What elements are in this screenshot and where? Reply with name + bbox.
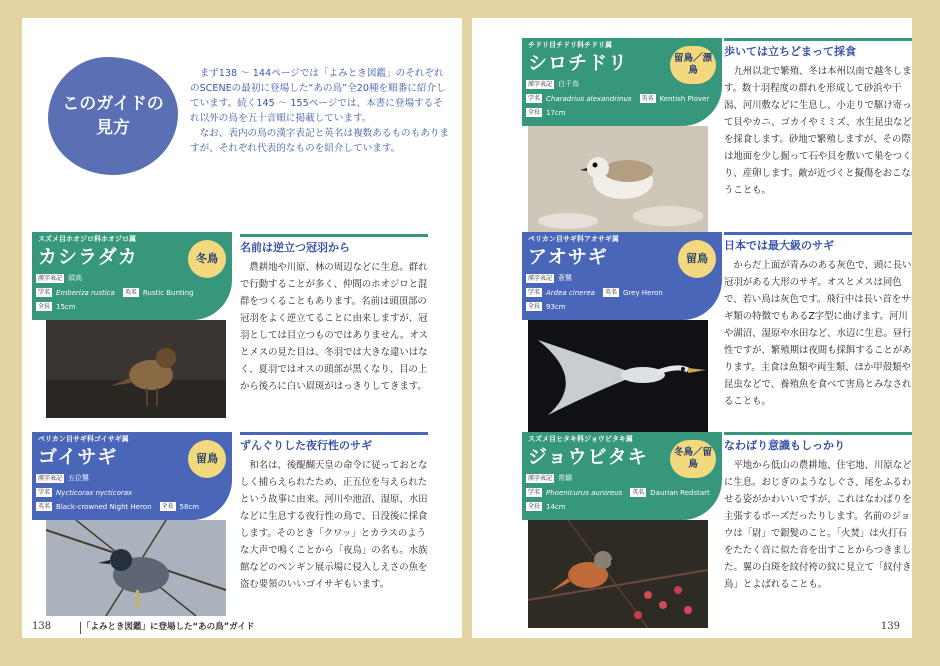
night-heron-illustration <box>46 520 226 616</box>
bird-description <box>724 38 912 199</box>
scientific-label: 学名 <box>528 289 541 296</box>
season-badge: 留鳥 <box>678 240 716 278</box>
kanji-row <box>526 473 572 483</box>
guide-title-line1: このガイドの <box>62 94 164 114</box>
english-label: 英名 <box>632 489 645 496</box>
description-text: 平地から低山の農耕地、住宅地、川原などに生息。おじぎのようなしぐさ、尾をふるわせる姿がかわいいですが、これはなわばりを主張するポーズだったりします。名前のジョウは「尉」で銀髪のこと。「火焚」は火打石をたたく音に似た音を出すことからつきました。翼の白斑を紋付袴の紋に見立て「紋付き鳥」とよばれることも。 <box>724 460 912 590</box>
scientific-label: 学名 <box>528 95 541 102</box>
scientific-row <box>36 488 132 497</box>
bird-photo <box>46 320 226 418</box>
footer-divider <box>80 622 81 634</box>
description-text: 和名は、後醍醐天皇の命令に従っておとなしく捕らえられたため、正五位を与えられたという故事に由来。河川や池沼、湿原、水田などに生息する夜行性の鳥で、日没後に採食します。そのとき「クワッ」とカラスのような大声で鳴くことから「夜烏」の名も。水族館などのペンギン展示場に侵入しえさの魚を盗む要領のいいゴイサギもいます。 <box>240 460 428 590</box>
card-header <box>522 432 722 520</box>
bird-card-goisagi <box>32 432 232 608</box>
bird-english-name: Kentish Plover <box>659 94 710 103</box>
bird-english-name: Rustic Bunting <box>142 288 194 297</box>
bird-family: チドリ目チドリ科チドリ属 <box>528 41 612 49</box>
guide-title-line2: 見方 <box>96 118 130 138</box>
length-row <box>526 302 566 311</box>
names-row <box>526 94 709 103</box>
bird-length: 15cm <box>56 302 76 311</box>
scientific-label: 学名 <box>528 489 541 496</box>
english-label: 英名 <box>641 95 654 102</box>
description-body <box>724 457 912 593</box>
kentish-plover-illustration <box>528 126 708 238</box>
scientific-label: 学名 <box>38 489 51 496</box>
length-row <box>526 108 566 117</box>
bird-family: スズメ目ホオジロ科ホオジロ属 <box>38 235 136 243</box>
description-title: ずんぐりした夜行性のサギ <box>240 432 428 453</box>
bird-scientific-name: Emberiza rustica <box>56 288 115 297</box>
card-header <box>32 232 232 320</box>
bird-card-aosagi <box>522 232 722 408</box>
bird-kanji: 五位鷺 <box>68 474 90 482</box>
bird-family: ペリカン目サギ科アオサギ属 <box>528 235 619 243</box>
bird-scientific-name: Phoenicurus auroreus <box>546 488 623 497</box>
length-label: 全長 <box>528 503 541 510</box>
names-row <box>526 488 710 497</box>
english-row <box>36 502 199 511</box>
description-body <box>240 457 428 593</box>
card-header <box>32 432 232 520</box>
guide-title-badge <box>48 57 178 175</box>
bird-photo <box>528 320 708 432</box>
length-label: 全長 <box>38 303 51 310</box>
bird-kanji: 頭高 <box>68 274 83 282</box>
scientific-label: 学名 <box>38 289 51 296</box>
kanji-row <box>36 273 82 283</box>
bird-family: ペリカン目サギ科ゴイサギ属 <box>38 435 129 443</box>
bird-card-kashiradaka <box>32 232 232 408</box>
kanji-label: 漢字表記 <box>38 274 63 282</box>
bird-photo <box>46 520 226 616</box>
description-body <box>724 257 912 410</box>
intro-text <box>190 66 452 156</box>
season-badge: 留鳥 <box>188 440 226 478</box>
grey-heron-illustration <box>528 320 708 432</box>
kanji-row <box>526 79 579 89</box>
season-badge: 留鳥／漂鳥 <box>670 46 716 84</box>
bird-kanji: 白千鳥 <box>558 80 580 88</box>
card-header <box>522 38 722 126</box>
description-body <box>240 259 428 395</box>
intro-paragraph-2: なお、表内の鳥の漢字表記と英名は複数あるものもありますが、それぞれ代表的なものを紹介しています。 <box>190 128 450 154</box>
page-number-left: 138 <box>32 621 52 632</box>
bird-card-joubitaki <box>522 432 722 608</box>
english-label: 英名 <box>124 289 137 296</box>
kanji-label: 漢字表記 <box>38 474 63 482</box>
bird-name: アオサギ <box>528 246 608 268</box>
bird-english-name: Black-crowned Night Heron <box>56 502 152 511</box>
kanji-label: 漢字表記 <box>528 80 553 88</box>
bird-card-shirochidori <box>522 38 722 214</box>
bird-family: スズメ目ヒタキ科ジョウビタキ属 <box>528 435 633 443</box>
bird-description <box>724 232 912 410</box>
bird-length: 17cm <box>546 108 566 117</box>
description-title: 歩いては立ちどまって採食 <box>724 38 912 59</box>
bird-name: ジョウビタキ <box>528 446 648 468</box>
page-number-right: 139 <box>880 621 900 632</box>
description-title: 名前は逆立つ冠羽から <box>240 234 428 255</box>
bird-length: 58cm <box>179 502 200 511</box>
description-body <box>724 63 912 199</box>
bird-scientific-name: Ardea cinerea <box>546 288 595 297</box>
right-page <box>472 18 912 638</box>
running-title: 「よみとき図鑑」に登場した“あの鳥”ガイド <box>82 622 255 632</box>
bird-photo <box>528 520 708 628</box>
english-label: 英名 <box>604 289 617 296</box>
bird-length: 93cm <box>546 302 566 311</box>
bird-photo <box>528 126 708 238</box>
kanji-row <box>526 273 572 283</box>
english-label: 英名 <box>38 503 51 510</box>
season-badge: 冬鳥／留鳥 <box>670 440 716 478</box>
card-header <box>522 232 722 320</box>
daurian-redstart-illustration <box>528 520 708 628</box>
kanji-row <box>36 473 89 483</box>
left-page <box>22 18 462 638</box>
bird-length: 14cm <box>546 502 566 511</box>
length-row <box>526 502 566 511</box>
description-text: からだ上面が青みのある灰色で、頭に長い冠羽がある大形のサギ。オスとメスは同色で、若い鳥は灰色です。飛行中は長い首をサギ類の特徴でもあるZ字型に曲げます。河川や湖沼、湿原や水田など、水辺に生息。昼行性ですが、繁殖期は夜間も採餌することがあります。主食は魚類や両生類、ほか甲殻類や昆虫などで、養殖魚を食べて害鳥とみなされることも。 <box>724 260 912 407</box>
kanji-label: 漢字表記 <box>528 474 553 482</box>
names-row <box>526 288 663 297</box>
length-row <box>36 302 76 311</box>
bird-name: ゴイサギ <box>38 446 118 468</box>
description-title: 日本では最大級のサギ <box>724 232 912 253</box>
bird-name: シロチドリ <box>528 52 629 74</box>
length-label: 全長 <box>528 109 541 116</box>
bird-english-name: Grey Heron <box>622 288 663 297</box>
bird-scientific-name: Nycticorax nycticorax <box>56 488 133 497</box>
kanji-label: 漢字表記 <box>528 274 553 282</box>
season-badge: 冬鳥 <box>188 240 226 278</box>
description-text: 九州以北で繁殖、冬は本州以南で越冬します。数十羽程度の群れを形成して砂浜や干潟、河川敷などに生息し、小走りで駆け寄って貝やカニ、ゴカイやミミズ、水生昆虫などを採食します。砂地で繁殖しますが、その際は地面を少し掘って石や貝を敷いて巣をつくり、産卵します。敵が近づくと擬傷をおこなうことも。 <box>724 66 912 196</box>
rustic-bunting-illustration <box>46 320 226 418</box>
bird-scientific-name: Charadrius alexandrinus <box>546 94 632 103</box>
bird-description <box>724 432 912 593</box>
bird-english-name: Daurian Redstart <box>650 488 710 497</box>
bird-description <box>240 234 428 395</box>
names-row <box>36 288 193 297</box>
description-text: 農耕地や川原、林の周辺などに生息。群れで行動することが多く、仲間のホオジロと混群をつくることもあります。名前は頭頂部の冠羽をよく逆立てることに由来しますが、冠羽としては目立つものではありません。オスとメスの見た目は、冬羽では大きな違いはなく、夏羽ではオスの頭部が黒くなり、目の上から後ろに白い眉斑がはっきりしてきます。 <box>240 262 428 392</box>
bird-name: カシラダカ <box>38 246 138 268</box>
description-title: なわばり意識もしっかり <box>724 432 912 453</box>
bird-description <box>240 432 428 593</box>
length-label: 全長 <box>161 503 174 510</box>
bird-kanji: 蒼鷺 <box>558 274 573 282</box>
intro-paragraph-1: まず138 ～ 144ページでは「よみとき図鑑」のそれぞれのSCENEの最初に登場した“あの鳥”全20種を順番に紹介しています。続く145 ～ 155ページでは、本書に登場するそれ以外の鳥を五十音順に掲載しています。 <box>190 68 446 124</box>
length-label: 全長 <box>528 303 541 310</box>
bird-kanji: 常鶲 <box>558 474 573 482</box>
